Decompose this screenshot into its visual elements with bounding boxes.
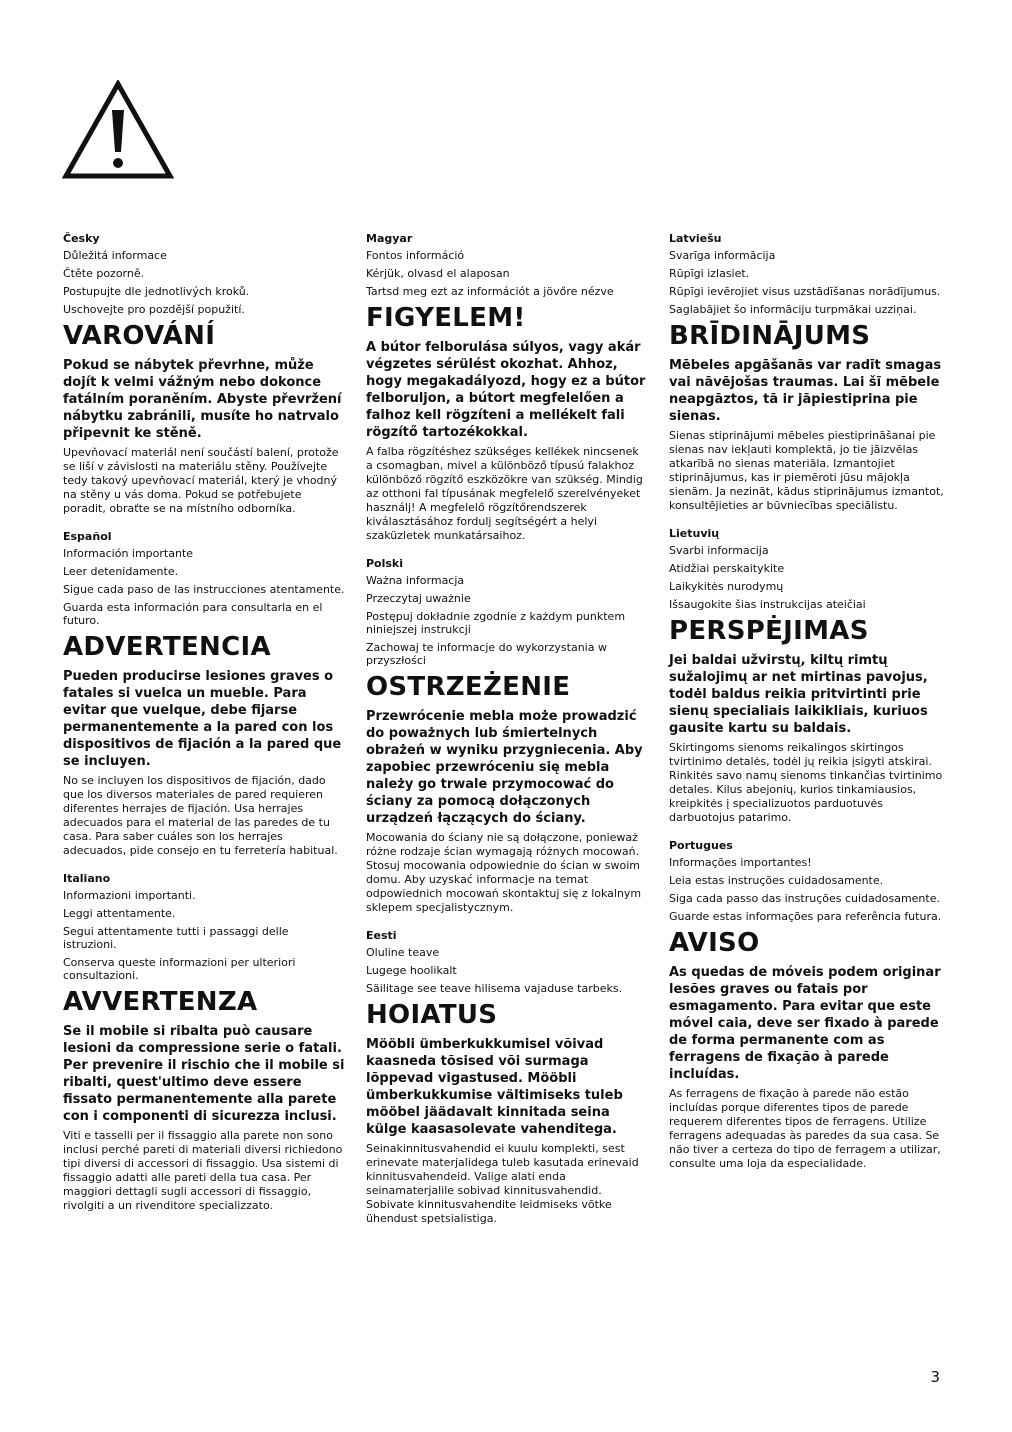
details-text: Mocowania do ściany nie są dołączone, ponieważ różne rodzaje ścian wymagają różnych mocowań. Stosuj mocowania odpowiednie do ścian w swoim domu. Aby uzyskać informacje na temat odpowiednich mocowań skontaktuj się z lokalnym sklepem specjalistycznym. xyxy=(366,831,642,914)
warning-heading: BRĪDINĀJUMS xyxy=(669,321,871,351)
language-name: Eesti xyxy=(366,929,397,942)
language-name: Magyar xyxy=(366,232,413,245)
info-line: Postępuj dokładnie zgodnie z każdym punktem niniejszej instrukcji xyxy=(366,610,626,636)
info-line: Atidžiai perskaitykite xyxy=(669,562,785,575)
section-estonian xyxy=(366,929,648,1226)
language-name: Polski xyxy=(366,557,404,570)
warning-text: Pokud se nábytek převrhne, může dojít k velmi vážným nebo dokonce fatálním poraněním. Abyste převržení nábytku zabránili, musíte ho natrvalo připevnit ke stěně. xyxy=(63,358,342,441)
info-line: Leggi attentamente. xyxy=(63,907,176,920)
details-text: Sienas stiprinājumi mēbeles piestiprināšanai pie sienas nav iekļauti komplektā, jo tie jāizvēlas atkarībā no sienas materiāla. Izmantojiet stiprinājumus, kas ir piemēroti jūsu mājokļa sienām. Ja nezināt, kādus stiprinājumus izmantot, konsultējieties ar būvniecības speciālistu. xyxy=(669,429,944,512)
info-line: Guarda esta información para consultarla en el futuro. xyxy=(63,601,323,627)
info-line: Segui attentamente tutti i passaggi delle istruzioni. xyxy=(63,925,289,951)
info-line: Rūpīgi izlasiet. xyxy=(669,267,750,280)
warning-heading: FIGYELEM! xyxy=(366,303,526,333)
warning-text: Pueden producirse lesiones graves o fatales si vuelca un mueble. Para evitar que vuelque, debe fijarse permanentemente a la pared con los dispositivos de fijación a la pared que se incluyen. xyxy=(63,669,342,769)
info-line: Čtěte pozorně. xyxy=(63,267,145,280)
info-line: Postupujte dle jednotlivých kroků. xyxy=(63,285,250,298)
warning-triangle-icon xyxy=(62,80,174,180)
language-name: Lietuvių xyxy=(669,527,720,540)
column-1 xyxy=(63,232,345,1227)
language-name: Česky xyxy=(63,232,100,245)
info-line: Informações importantes! xyxy=(669,856,812,869)
info-line: Rūpīgi ievērojiet visus uzstādīšanas norādījumus. xyxy=(669,285,941,298)
section-hungarian xyxy=(366,232,648,543)
warning-text: Se il mobile si ribalta può causare lesioni da compressione serie o fatali. Per prevenire il rischio che il mobile si ribalti, quest'ultimo deve essere fissato permanentemente alla parete con i componenti di sicurezza inclusi. xyxy=(63,1024,345,1124)
warning-text: As quedas de móveis podem originar lesões graves ou fatais por esmagamento. Para evitar que este móvel caia, deve ser fixado à parede de forma permanente com as ferragens de fixação à parede incluídas. xyxy=(669,965,941,1082)
info-line: Leer detenidamente. xyxy=(63,565,179,578)
warning-text: Przewrócenie mebla może prowadzić do poważnych lub śmiertelnych obrażeń w wyniku przygniecenia. Aby zapobiec przewróceniu się mebla należy go trwale przymocować do ściany za pomocą dołączonych urządzeń łączących do ściany. xyxy=(366,709,643,826)
info-line: Sigue cada paso de las instrucciones atentamente. xyxy=(63,583,345,596)
warning-heading: OSTRZEŻENIE xyxy=(366,672,571,702)
section-portuguese xyxy=(669,839,951,1171)
info-line: Laikykitės nurodymų xyxy=(669,580,784,593)
info-line: Säilitage see teave hilisema vajaduse tarbeks. xyxy=(366,982,623,995)
details-text: As ferragens de fixação à parede não estão incluídas porque diferentes tipos de parede requerem diferentes tipos de ferragens. Utilize ferragens adequadas às paredes da sua casa. Se não tiver a certeza do tipo de ferragem a utilizar, consulte uma loja da especialidade. xyxy=(669,1087,941,1170)
details-text: Upevňovací materiál není součástí balení, protože se liší v závislosti na materiálu stěny. Používejte tedy takový upevňovací materiál, který je vhodný na stěny u vás doma. Pokud se potřebujete poradit, obraťte se na místního odborníka. xyxy=(63,446,339,515)
info-line: Siga cada passo das instruções cuidadosamente. xyxy=(669,892,940,905)
warning-text: Jei baldai užvirstų, kiltų rimtų sužalojimų ar net mirtinas pavojus, todėl baldus reikia pritvirtinti prie sienų specialiais laikikliais, kuriuos gausite kartu su baldais. xyxy=(669,653,928,736)
info-line: Išsaugokite šias instrukcijas ateičiai xyxy=(669,598,866,611)
info-line: Zachowaj te informacje do wykorzystania w przyszłości xyxy=(366,641,607,667)
section-polish xyxy=(366,557,648,915)
info-line: Conserva queste informazioni per ulteriori consultazioni. xyxy=(63,956,296,982)
info-line: Saglabājiet šo informāciju turpmākai uzziņai. xyxy=(669,303,917,316)
language-name: Portugues xyxy=(669,839,733,852)
language-name: Italiano xyxy=(63,872,111,885)
details-text: Seinakinnitusvahendid ei kuulu komplekti, sest erinevate materjalidega tuleb kasutada erinevaid kinnitusvahendeid. Valige alati enda seinamaterjalile sobivad kinnitusvahendid. Sobivate kinnitusvahendite leidmiseks võtke ühendust spetsialistiga. xyxy=(366,1142,639,1225)
details-text: A falba rögzítéshez szükséges kellékek nincsenek a csomagban, mivel a különböző típusú falakhoz különböző rögzítő eszközökre van szükség. Mindig az otthoni fal típusának megfelelő szerelvényeket használj! A megfelelő rögzítőrendszerek kiválasztásához fordulj segítségért a helyi szaküzletek munkatársaihoz. xyxy=(366,445,643,542)
page-number: 3 xyxy=(930,1368,940,1386)
warning-text: A bútor felborulása súlyos, vagy akár végzetes sérülést okozhat. Ahhoz, hogy megakadályozd, hogy ez a bútor felboruljon, a bútort megfelelően a falhoz kell rögzíteni a mellékelt fali rögzítő tartozékokkal. xyxy=(366,340,646,440)
section-italian xyxy=(63,872,345,1213)
section-czech xyxy=(63,232,345,516)
details-text: Viti e tasselli per il fissaggio alla parete non sono inclusi perché pareti di materiali diversi richiedono tipi diversi di accessori di fissaggio. Usa sistemi di fissaggio adatti alle pareti della tua casa. Per maggiori dettagli sugli accessori di fissaggio, rivolgiti a un rivenditore specializzato. xyxy=(63,1129,343,1212)
warning-heading: VAROVÁNÍ xyxy=(63,321,216,351)
info-line: Przeczytaj uważnie xyxy=(366,592,471,605)
info-line: Lugege hoolikalt xyxy=(366,964,457,977)
info-line: Oluline teave xyxy=(366,946,440,959)
column-2 xyxy=(366,232,648,1240)
warning-text: Mēbeles apgāšanās var radīt smagas vai nāvējošas traumas. Lai šī mēbele neapgāztos, tā ir jāpiestiprina pie sienas. xyxy=(669,358,942,424)
warning-heading: ADVERTENCIA xyxy=(63,632,271,662)
warning-heading: AVISO xyxy=(669,928,760,958)
info-line: Svarbi informacija xyxy=(669,544,769,557)
section-spanish xyxy=(63,530,345,858)
info-line: Información importante xyxy=(63,547,194,560)
language-name: Español xyxy=(63,530,112,543)
info-line: Guarde estas informações para referência futura. xyxy=(669,910,942,923)
section-lithuanian xyxy=(669,527,951,825)
info-line: Svarīga informācija xyxy=(669,249,776,262)
warning-heading: PERSPĖJIMAS xyxy=(669,616,869,646)
info-line: Důležitá informace xyxy=(63,249,167,262)
details-text: No se incluyen los dispositivos de fijación, dado que los diversos materiales de pared requieren diferentes herrajes de fijación. Usa herrajes adecuados para el material de las paredes de tu casa. Para saber cuáles son los herrajes adecuados, pide consejo en tu ferretería habitual. xyxy=(63,774,338,857)
info-line: Tartsd meg ezt az információt a jövőre nézve xyxy=(366,285,614,298)
info-line: Informazioni importanti. xyxy=(63,889,196,902)
warning-text: Mööbli ümberkukkumisel võivad kaasneda tõsised või surmaga lõppevad vigastused. Mööbli ümberkukkumise vältimiseks tuleb mööbel jäädavalt kinnitada seina külge kaasasolevate vahenditega. xyxy=(366,1037,623,1137)
section-latvian xyxy=(669,232,951,513)
warning-heading: AVVERTENZA xyxy=(63,987,258,1017)
info-line: Uschovejte pro pozdější popužití. xyxy=(63,303,245,316)
info-line: Kérjük, olvasd el alaposan xyxy=(366,267,510,280)
language-name: Latviešu xyxy=(669,232,722,245)
warning-heading: HOIATUS xyxy=(366,1000,498,1030)
info-line: Fontos információ xyxy=(366,249,465,262)
info-line: Ważna informacja xyxy=(366,574,465,587)
column-3 xyxy=(669,232,951,1185)
info-line: Leia estas instruções cuidadosamente. xyxy=(669,874,884,887)
details-text: Skirtingoms sienoms reikalingos skirtingos tvirtinimo detalės, todėl jų reikia įsigyti atskirai. Rinkitės savo namų sienoms tinkančias tvirtinimo detales. Kilus abejonių, kurios tinkamiausios, kreipkitės į specializuotos parduotuvės darbuotojus patarimo. xyxy=(669,741,943,824)
